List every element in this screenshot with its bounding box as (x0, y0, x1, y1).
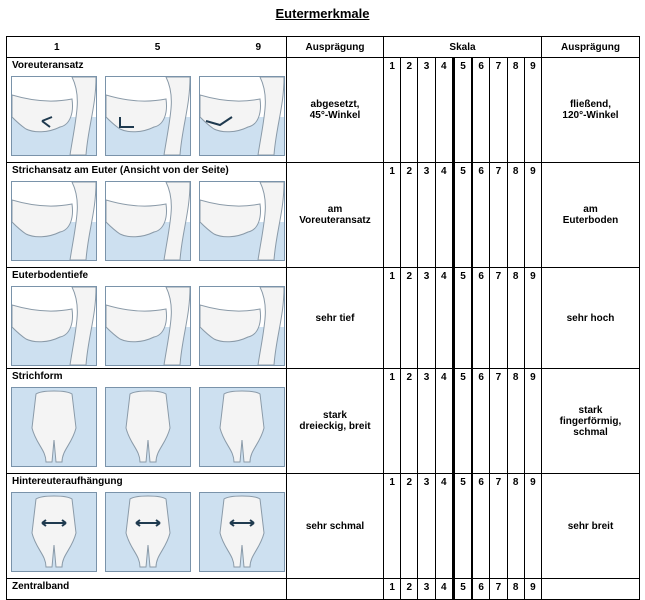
scale-value-6[interactable]: 6 (473, 369, 490, 473)
cow-illustration (105, 76, 191, 156)
cow-illustration (105, 387, 191, 467)
trait-illustrations (7, 286, 286, 366)
scale-value-6[interactable]: 6 (473, 58, 490, 162)
cow-illustration (199, 286, 285, 366)
trait-label: Euterbodentiefe (12, 270, 89, 281)
trait-row (7, 474, 640, 579)
scale-value-9[interactable]: 9 (530, 477, 536, 488)
scale-cell (384, 474, 542, 579)
scale-value-9[interactable]: 9 (530, 582, 536, 593)
scale-value-3[interactable]: 3 (418, 163, 435, 267)
scale-value-8[interactable]: 8 (508, 474, 525, 578)
scale-value-3[interactable]: 3 (418, 58, 435, 162)
header-col-nums (7, 37, 287, 58)
scale-value-2[interactable]: 2 (401, 58, 418, 162)
scale-value-7[interactable]: 7 (490, 58, 507, 162)
scale-value-9[interactable]: 9 (530, 166, 536, 177)
cow-illustration (11, 492, 97, 572)
trait-illustrations (7, 76, 286, 156)
cow-illustration (199, 181, 285, 261)
scale-value-1[interactable]: 1 (384, 268, 401, 368)
auspraegung-right-cell: am Euterboden (542, 163, 640, 268)
scale-value-4[interactable]: 4 (436, 58, 453, 162)
cow-illustration (199, 76, 285, 156)
auspraegung-left-cell (287, 579, 384, 600)
scale-value-8[interactable]: 8 (508, 268, 525, 368)
trait-cell (7, 369, 287, 474)
header-num-1: 1 (54, 41, 60, 53)
cow-illustration (11, 76, 97, 156)
scale-cell (384, 369, 542, 474)
scale-value-4[interactable]: 4 (436, 163, 453, 267)
scale-value-8[interactable]: 8 (508, 163, 525, 267)
scale-value-6[interactable]: 6 (473, 268, 490, 368)
scale-value-8[interactable]: 8 (508, 579, 525, 599)
trait-label: Zentralband (12, 581, 70, 592)
scale-value-1[interactable]: 1 (384, 579, 401, 599)
scale-value-8[interactable]: 8 (508, 58, 525, 162)
scale-value-4[interactable]: 4 (436, 579, 453, 599)
trait-cell (7, 579, 287, 600)
scale-value-7[interactable]: 7 (490, 268, 507, 368)
scale-value-4[interactable]: 4 (436, 474, 453, 578)
scale-value-2[interactable]: 2 (401, 268, 418, 368)
trait-cell (7, 474, 287, 579)
trait-row (7, 163, 640, 268)
trait-cell (7, 268, 287, 369)
cow-illustration (199, 387, 285, 467)
trait-illustrations (7, 492, 286, 572)
auspraegung-left-cell: am Voreuteransatz (287, 163, 384, 268)
trait-cell (7, 58, 287, 163)
scale-value-5[interactable]: 5 (453, 474, 473, 578)
auspraegung-right-cell: sehr breit (542, 474, 640, 579)
trait-illustrations (7, 181, 286, 261)
scale-value-2[interactable]: 2 (401, 369, 418, 473)
scale-value-5[interactable]: 5 (453, 268, 473, 368)
scale-value-7[interactable]: 7 (490, 474, 507, 578)
scale-value-2[interactable]: 2 (401, 579, 418, 599)
auspraegung-left-cell: stark dreieckig, breit (287, 369, 384, 474)
auspraegung-right-cell: stark fingerförmig, schmal (542, 369, 640, 474)
scale-value-6[interactable]: 6 (473, 163, 490, 267)
scale-value-3[interactable]: 3 (418, 474, 435, 578)
scale-value-4[interactable]: 4 (436, 369, 453, 473)
header-skala: Skala (384, 37, 542, 58)
cow-illustration (105, 492, 191, 572)
scale-value-7[interactable]: 7 (490, 163, 507, 267)
trait-row (7, 58, 640, 163)
scale-value-7[interactable]: 7 (490, 579, 507, 599)
scale-value-1[interactable]: 1 (384, 163, 401, 267)
cow-illustration (105, 286, 191, 366)
scale-value-5[interactable]: 5 (453, 163, 473, 267)
scale-value-1[interactable]: 1 (384, 369, 401, 473)
auspraegung-right-cell: sehr hoch (542, 268, 640, 369)
auspraegung-left-cell: abgesetzt, 45°-Winkel (287, 58, 384, 163)
scale-value-5[interactable]: 5 (453, 579, 473, 599)
scale-value-9[interactable]: 9 (530, 271, 536, 282)
header-auspraegung-right: Ausprägung (542, 37, 640, 58)
scale-cell (384, 268, 542, 369)
cow-illustration (105, 181, 191, 261)
cow-illustration (11, 286, 97, 366)
scale-value-5[interactable]: 5 (453, 369, 473, 473)
cow-illustration (199, 492, 285, 572)
trait-row (7, 369, 640, 474)
scale-cell (384, 579, 542, 600)
scale-value-1[interactable]: 1 (384, 58, 401, 162)
scale-cell (384, 163, 542, 268)
header-auspraegung-left: Ausprägung (287, 37, 384, 58)
trait-row (7, 579, 640, 600)
scale-value-6[interactable]: 6 (473, 579, 490, 599)
trait-illustrations (7, 387, 286, 467)
page-title: Eutermerkmale (275, 6, 370, 21)
scale-value-2[interactable]: 2 (401, 474, 418, 578)
cow-illustration (11, 387, 97, 467)
header-num-9: 9 (255, 41, 261, 53)
trait-label: Strichform (12, 371, 63, 382)
scale-value-8[interactable]: 8 (508, 369, 525, 473)
scale-value-3[interactable]: 3 (418, 369, 435, 473)
auspraegung-right-cell: fließend, 120°-Winkel (542, 58, 640, 163)
auspraegung-right-cell (542, 579, 640, 600)
scale-value-2[interactable]: 2 (401, 163, 418, 267)
traits-table (6, 36, 640, 600)
scale-value-5[interactable]: 5 (453, 58, 473, 162)
trait-cell (7, 163, 287, 268)
scale-value-1[interactable]: 1 (384, 474, 401, 578)
trait-label: Voreuteransatz (12, 60, 84, 71)
header-row (7, 37, 640, 58)
trait-row (7, 268, 640, 369)
scale-value-3[interactable]: 3 (418, 579, 435, 599)
scale-value-7[interactable]: 7 (490, 369, 507, 473)
auspraegung-left-cell: sehr tief (287, 268, 384, 369)
scale-value-6[interactable]: 6 (473, 474, 490, 578)
auspraegung-left-cell: sehr schmal (287, 474, 384, 579)
header-num-5: 5 (154, 41, 161, 53)
scale-cell (384, 58, 542, 163)
scale-value-3[interactable]: 3 (418, 268, 435, 368)
cow-illustration (11, 181, 97, 261)
trait-label: Hintereuteraufhängung (12, 476, 123, 487)
scale-value-9[interactable]: 9 (530, 372, 536, 383)
scale-value-9[interactable]: 9 (530, 61, 536, 72)
scale-value-4[interactable]: 4 (436, 268, 453, 368)
trait-label: Strichansatz am Euter (Ansicht von der Seite) (12, 165, 229, 176)
